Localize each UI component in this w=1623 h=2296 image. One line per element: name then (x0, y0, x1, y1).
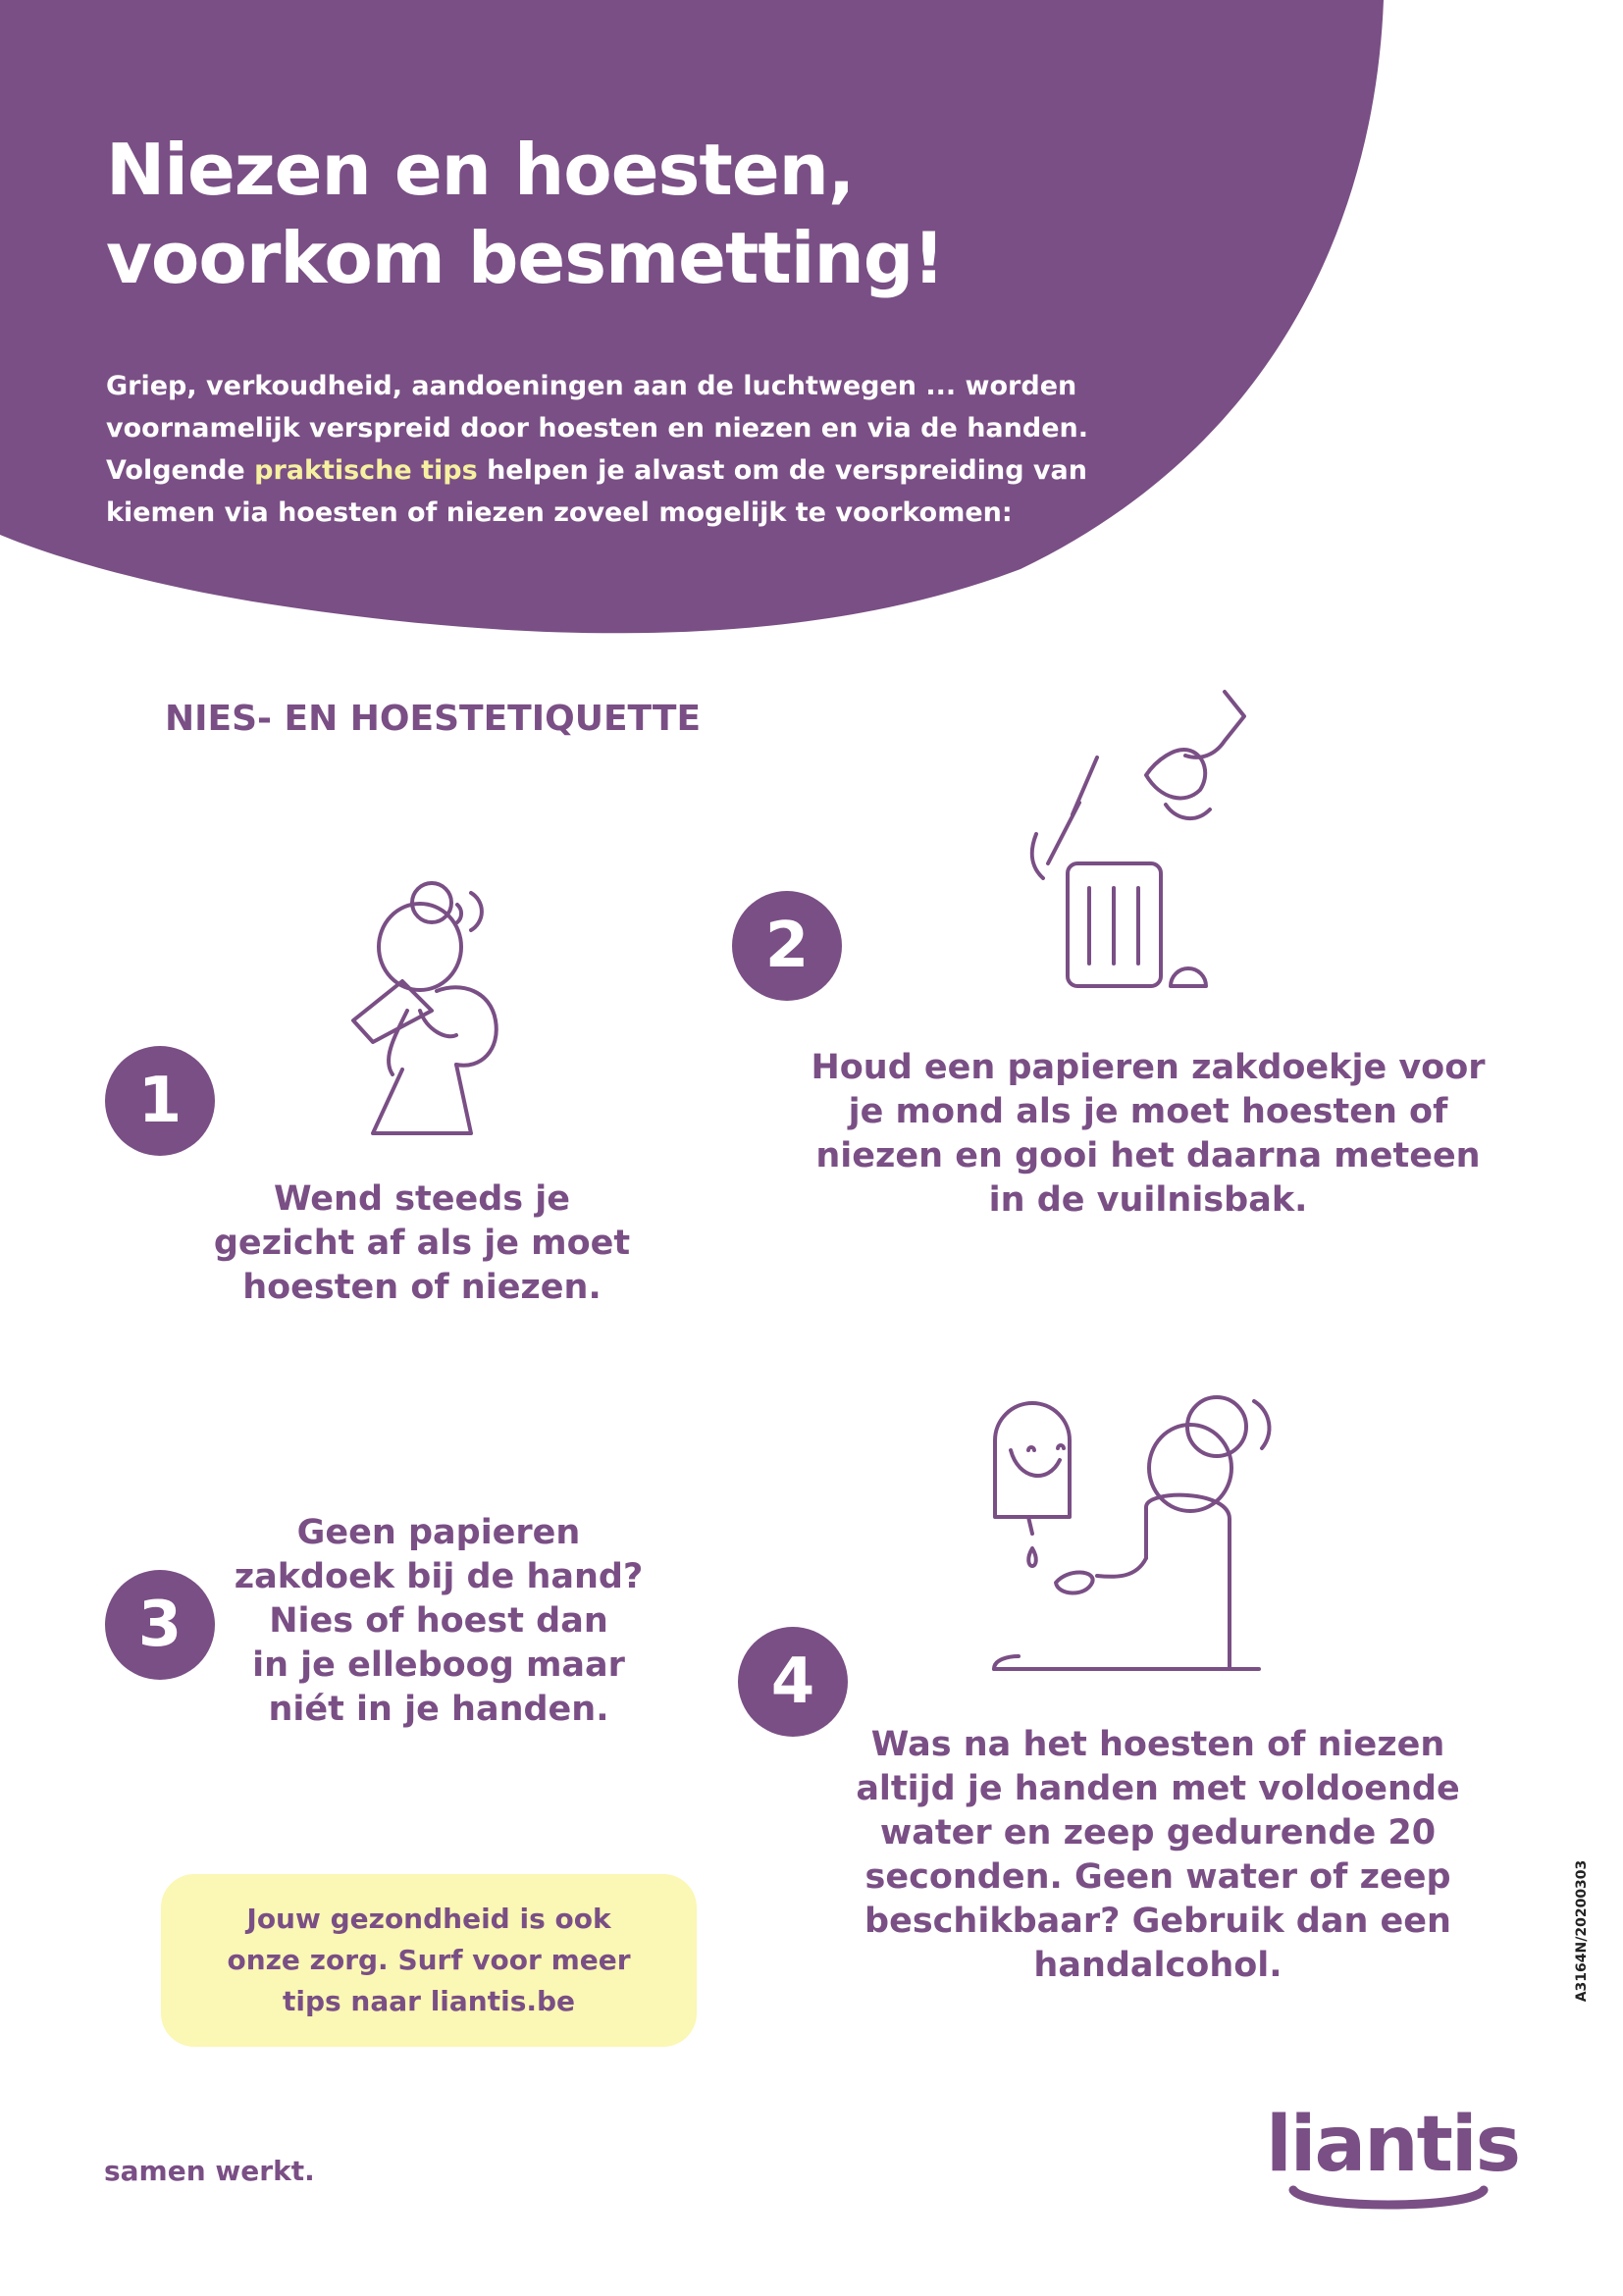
callout-line-2: onze zorg. Surf voor meer (227, 1944, 631, 1976)
logo-wordmark: liantis (1266, 2101, 1520, 2189)
person-sneezing-icon (334, 873, 520, 1148)
person-washing-hands-icon (989, 1391, 1283, 1682)
tip-4-line-3: water en zeep gedurende 20 (879, 1813, 1437, 1852)
tip-2-line-3: niezen en gooi het daarna meteen (815, 1136, 1481, 1175)
tip-3-line-1: Geen papieren (296, 1513, 581, 1552)
tip-4-line-2: altijd je handen met voldoende (856, 1769, 1460, 1808)
footer-tagline: samen werkt. (104, 2155, 315, 2187)
intro-line-3-end: helpen je alvast om de verspreiding van (477, 455, 1087, 486)
tip-4-text (814, 1723, 1501, 1988)
tip-4-line-6: handalcohol. (1033, 1946, 1283, 1985)
tip-2-text (805, 1046, 1492, 1223)
tissue-trash-bin-icon (1028, 687, 1264, 1001)
tip-4-line-1: Was na het hoesten of niezen (870, 1725, 1445, 1764)
tip-2-line-1: Houd een papieren zakdoekje voor (811, 1048, 1486, 1087)
document-code-text: A3164N/20200303 (1574, 1859, 1590, 2003)
intro-line-2: voornamelijk verspreid door hoesten en niezen en via de handen. (106, 413, 1088, 444)
intro-line-1: Griep, verkoudheid, aandoeningen aan de luchtwegen ... worden (106, 371, 1077, 401)
tip-3-line-3: Nies of hoest dan (269, 1601, 608, 1641)
tip-2-line-2: je mond als je moet hoesten of (848, 1092, 1448, 1131)
liantis-logo (1266, 2100, 1520, 2218)
intro-line-4: kiemen via hoesten of niezen zoveel mogelijk te voorkomen: (106, 497, 1013, 528)
callout-line-3: tips naar liantis.be (282, 1985, 576, 2017)
tip-1-text (196, 1177, 648, 1310)
section-heading: NIES- EN HOESTETIQUETTE (165, 699, 702, 739)
intro-highlight: praktische tips (254, 455, 478, 486)
tip-2-number-badge: 2 (732, 891, 842, 1001)
tip-1-line-2: gezicht af als je moet (213, 1224, 631, 1263)
tip-1-line-3: hoesten of niezen. (242, 1268, 602, 1307)
tip-1-number-badge: 1 (105, 1046, 215, 1156)
tip-3-line-2: zakdoek bij de hand? (234, 1557, 644, 1596)
page-title (106, 126, 944, 302)
tip-2-line-4: in de vuilnisbak. (988, 1180, 1308, 1220)
tip-4-line-4: seconden. Geen water of zeep (864, 1857, 1451, 1897)
tip-3-line-4: in je elleboog maar (252, 1645, 625, 1685)
tip-3-line-5: niét in je handen. (268, 1690, 609, 1729)
website-callout (161, 1874, 697, 2047)
logo-smile-underline (1285, 2184, 1492, 2218)
tip-3-text (218, 1511, 659, 1732)
tip-3-number-badge: 3 (105, 1570, 215, 1680)
title-line-2: voorkom besmetting! (106, 217, 945, 299)
intro-line-3-start: Volgende (106, 455, 255, 486)
header-background (0, 0, 1623, 648)
intro-line-3 (106, 449, 1136, 492)
intro-paragraph (106, 365, 1136, 534)
tip-4-line-5: beschikbaar? Gebruik dan een (864, 1902, 1451, 1941)
tip-1-line-1: Wend steeds je (273, 1179, 571, 1219)
title-line-1: Niezen en hoesten, (106, 129, 855, 211)
callout-line-1: Jouw gezondheid is ook (246, 1903, 611, 1935)
tip-4-number-badge: 4 (738, 1627, 848, 1737)
